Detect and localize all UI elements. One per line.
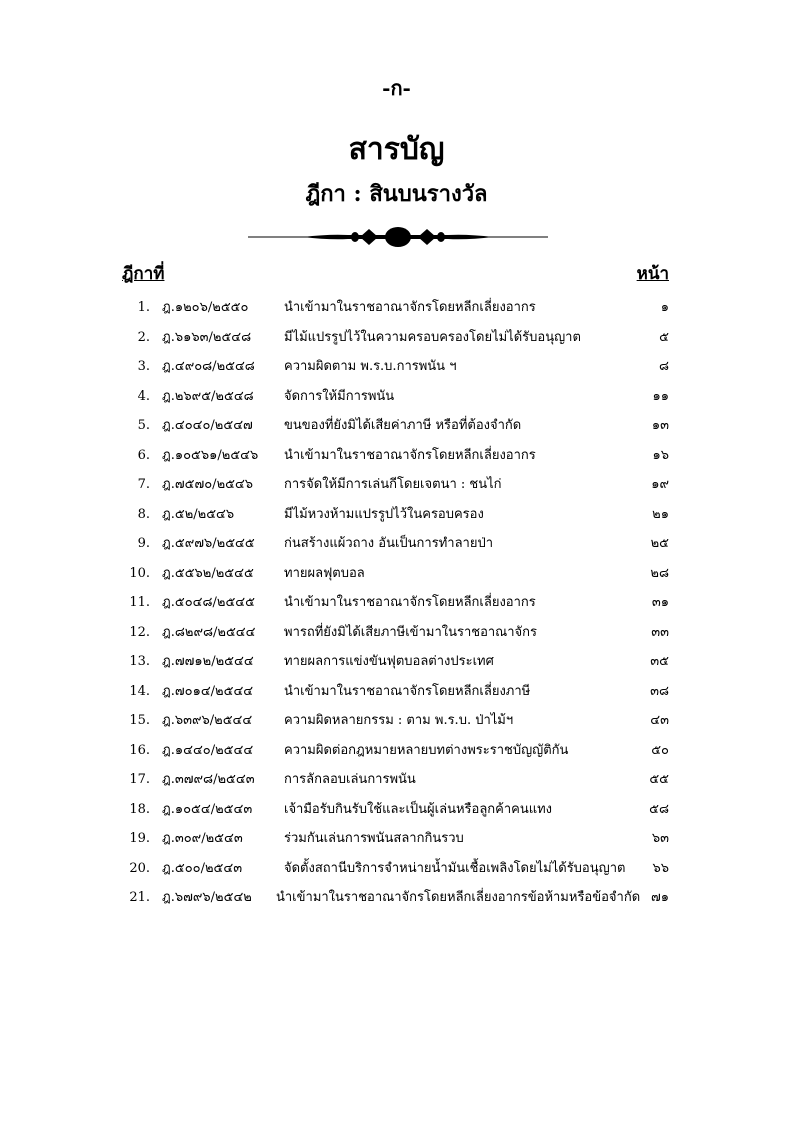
toc-entry[interactable]	[0, 829, 793, 859]
page-number: ๓๘	[650, 683, 669, 699]
entry-number: 2.	[137, 329, 150, 345]
entry-number: 11.	[129, 595, 150, 610]
page-number: ๖๖	[652, 860, 669, 876]
toc-entry[interactable]	[0, 623, 793, 653]
case-number: ฎ.๒๖๙๕/๒๕๔๘	[162, 388, 254, 404]
case-number: ฎ.๓๐๙/๒๕๔๓	[162, 831, 243, 846]
entry-number: 21.	[129, 890, 150, 905]
entry-number: 5.	[137, 418, 150, 433]
entry-title: ทายผลฟุตบอล	[284, 565, 365, 581]
toc-entry[interactable]	[0, 446, 793, 476]
case-number: ฎ.๖๓๙๖/๒๕๔๔	[162, 713, 253, 728]
entry-title: จัดการให้มีการพนัน	[284, 388, 395, 404]
entry-title: ทายผลการแข่งขันฟุตบอลต่างประเทศ	[284, 654, 494, 669]
column-header-page: หน้า	[636, 264, 669, 284]
toc-entry[interactable]	[0, 711, 793, 741]
entry-number: 6.	[137, 447, 150, 463]
entry-title: ขนของที่ยังมิได้เสียค่าภาษี หรือที่ต้องจำกัด	[284, 418, 522, 433]
case-number: ฎ.๖๗๙๖/๒๕๔๒	[162, 890, 252, 905]
toc-entry[interactable]	[0, 328, 793, 358]
page-number: ๕๐	[651, 742, 669, 758]
entry-number: 17.	[129, 772, 150, 787]
entry-title: ร่วมกันเล่นการพนันสลากกินรวบ	[284, 831, 464, 846]
case-number: ฎ.๔๙๐๘/๒๕๔๘	[162, 359, 255, 374]
entry-number: 12.	[129, 624, 150, 640]
toc-entry[interactable]	[0, 357, 793, 387]
entry-number: 20.	[129, 860, 150, 876]
entry-title: มีไม้แปรรูปไว้ในความครอบครองโดยไม่ได้รับอนุญาต	[284, 329, 581, 345]
page-number: ๕๘	[649, 801, 669, 817]
toc-entry[interactable]	[0, 682, 793, 712]
case-number: ฎ.๑๐๕๔/๒๕๔๓	[162, 801, 253, 817]
entry-title: นำเข้ามาในราชอาณาจักรโดยหลีกเลี่ยงอากร	[284, 300, 536, 315]
toc-entry[interactable]	[0, 534, 793, 564]
case-number: ฎ.๕๕๖๒/๒๕๔๕	[162, 565, 254, 581]
toc-entry[interactable]	[0, 564, 793, 594]
entry-number: 13.	[129, 654, 150, 669]
entry-number: 3.	[137, 359, 150, 374]
toc-entry[interactable]	[0, 888, 793, 918]
entry-number: 9.	[137, 536, 150, 551]
toc-entry[interactable]	[0, 298, 793, 328]
toc-entry[interactable]	[0, 652, 793, 682]
entry-number: 4.	[137, 388, 150, 404]
case-number: ฎ.๕๒/๒๕๔๖	[162, 506, 235, 522]
case-number: ฎ.๑๒๐๖/๒๕๕๐	[162, 300, 249, 315]
entry-number: 15.	[129, 713, 150, 728]
case-number: ฎ.๗๕๗๐/๒๕๔๖	[162, 477, 254, 492]
entry-number: 7.	[137, 477, 150, 492]
entry-title: การจัดให้มีการเล่นกีโดยเจตนา : ชนไก่	[284, 477, 502, 492]
page-number: ๖๓	[651, 831, 669, 846]
page-number: ๔๓	[650, 713, 669, 728]
page-number: ๕๕	[649, 772, 669, 787]
case-number: ฎ.๓๗๙๘/๒๕๔๓	[162, 772, 255, 787]
page-number: ๓๕	[650, 654, 669, 669]
toc-entry[interactable]	[0, 387, 793, 417]
case-number: ฎ.๖๑๖๓/๒๕๔๘	[162, 329, 252, 345]
entry-title: การลักลอบเล่นการพนัน	[284, 772, 416, 787]
toc-entry[interactable]	[0, 741, 793, 771]
entry-title: ความผิดต่อกฎหมายหลายบทต่างพระราชบัญญัติกัน	[284, 742, 569, 758]
page-number: ๗๑	[650, 890, 669, 905]
entry-title: ความผิดหลายกรรม : ตาม พ.ร.บ. ป่าไม้ฯ	[284, 713, 514, 728]
entry-title: นำเข้ามาในราชอาณาจักรโดยหลีกเลี่ยงอากรข้อห้ามหรือข้อจำกัด	[276, 890, 641, 905]
case-number: ฎ.๕๐๐/๒๕๔๓	[162, 860, 243, 876]
entry-number: 8.	[137, 506, 150, 522]
case-number: ฎ.๕๙๗๖/๒๕๔๕	[162, 536, 255, 551]
document-title: สารบัญ	[348, 132, 445, 167]
toc-entry[interactable]	[0, 770, 793, 800]
entry-title: จัดตั้งสถานีบริการจำหน่ายน้ำมันเชื้อเพลิงโดยไม่ได้รับอนุญาต	[284, 860, 626, 876]
entry-title: ความผิดตาม พ.ร.บ.การพนัน ฯ	[284, 359, 457, 374]
case-number: ฎ.๗๐๑๔/๒๕๔๔	[162, 683, 254, 699]
toc-entry[interactable]	[0, 593, 793, 623]
entry-title: เจ้ามือรับกินรับใช้และเป็นผู้เล่นหรือลูกค้าคนแทง	[284, 801, 553, 817]
page-number: ๑๑	[652, 388, 669, 404]
page-number: ๘	[658, 359, 669, 374]
toc-entry[interactable]	[0, 505, 793, 535]
page-number: ๑	[660, 300, 669, 315]
entry-number: 18.	[129, 801, 150, 817]
entry-title: ก่นสร้างแผ้วถาง อันเป็นการทำลายป่า	[284, 536, 494, 551]
entry-number: 10.	[129, 565, 150, 581]
entry-title: นำเข้ามาในราชอาณาจักรโดยหลีกเลี่ยงอากร	[284, 447, 536, 463]
case-number: ฎ.๗๗๑๒/๒๕๔๔	[162, 654, 254, 669]
page-number: ๒๕	[650, 536, 669, 551]
entry-title: มีไม้หวงห้ามแปรรูปไว้ในครอบครอง	[284, 506, 484, 522]
page-number: ๑๙	[651, 477, 669, 492]
entry-title: พารถที่ยังมิได้เสียภาษีเข้ามาในราชอาณาจักร	[284, 624, 538, 640]
toc-entry[interactable]	[0, 416, 793, 446]
case-number: ฎ.๘๒๙๘/๒๕๔๔	[162, 624, 256, 640]
document-subtitle: ฎีกา : สินบนรางวัล	[305, 181, 488, 207]
entry-title: นำเข้ามาในราชอาณาจักรโดยหลีกเลี่ยงภาษี	[284, 683, 531, 699]
case-number: ฎ.๑๐๕๖๑/๒๕๔๖	[162, 447, 259, 463]
page-number: ๒๑	[652, 506, 669, 522]
toc-entry[interactable]	[0, 859, 793, 889]
entry-number: 19.	[129, 831, 150, 846]
entry-number: 1.	[137, 300, 150, 315]
page-label: -ก-	[382, 76, 411, 100]
column-header-case: ฎีกาที่	[122, 264, 165, 284]
entry-title: นำเข้ามาในราชอาณาจักรโดยหลีกเลี่ยงอากร	[284, 595, 536, 610]
entry-number: 16.	[129, 742, 150, 758]
page-number: ๑๖	[652, 447, 669, 463]
table-of-contents	[0, 298, 793, 918]
ornamental-divider	[248, 226, 548, 248]
toc-entry[interactable]	[0, 475, 793, 505]
page-number: ๕	[659, 329, 669, 345]
page-number: ๒๘	[650, 565, 669, 581]
page-number: ๓๑	[651, 595, 669, 610]
toc-entry[interactable]	[0, 800, 793, 830]
case-number: ฎ.๕๐๔๘/๒๕๔๕	[162, 595, 255, 610]
case-number: ฎ.๔๐๔๐/๒๕๔๗	[162, 418, 253, 433]
page-number: ๓๓	[651, 624, 669, 640]
page-number: ๑๓	[651, 418, 669, 433]
entry-number: 14.	[129, 683, 150, 699]
case-number: ฎ.๑๔๔๐/๒๕๔๔	[162, 742, 254, 758]
